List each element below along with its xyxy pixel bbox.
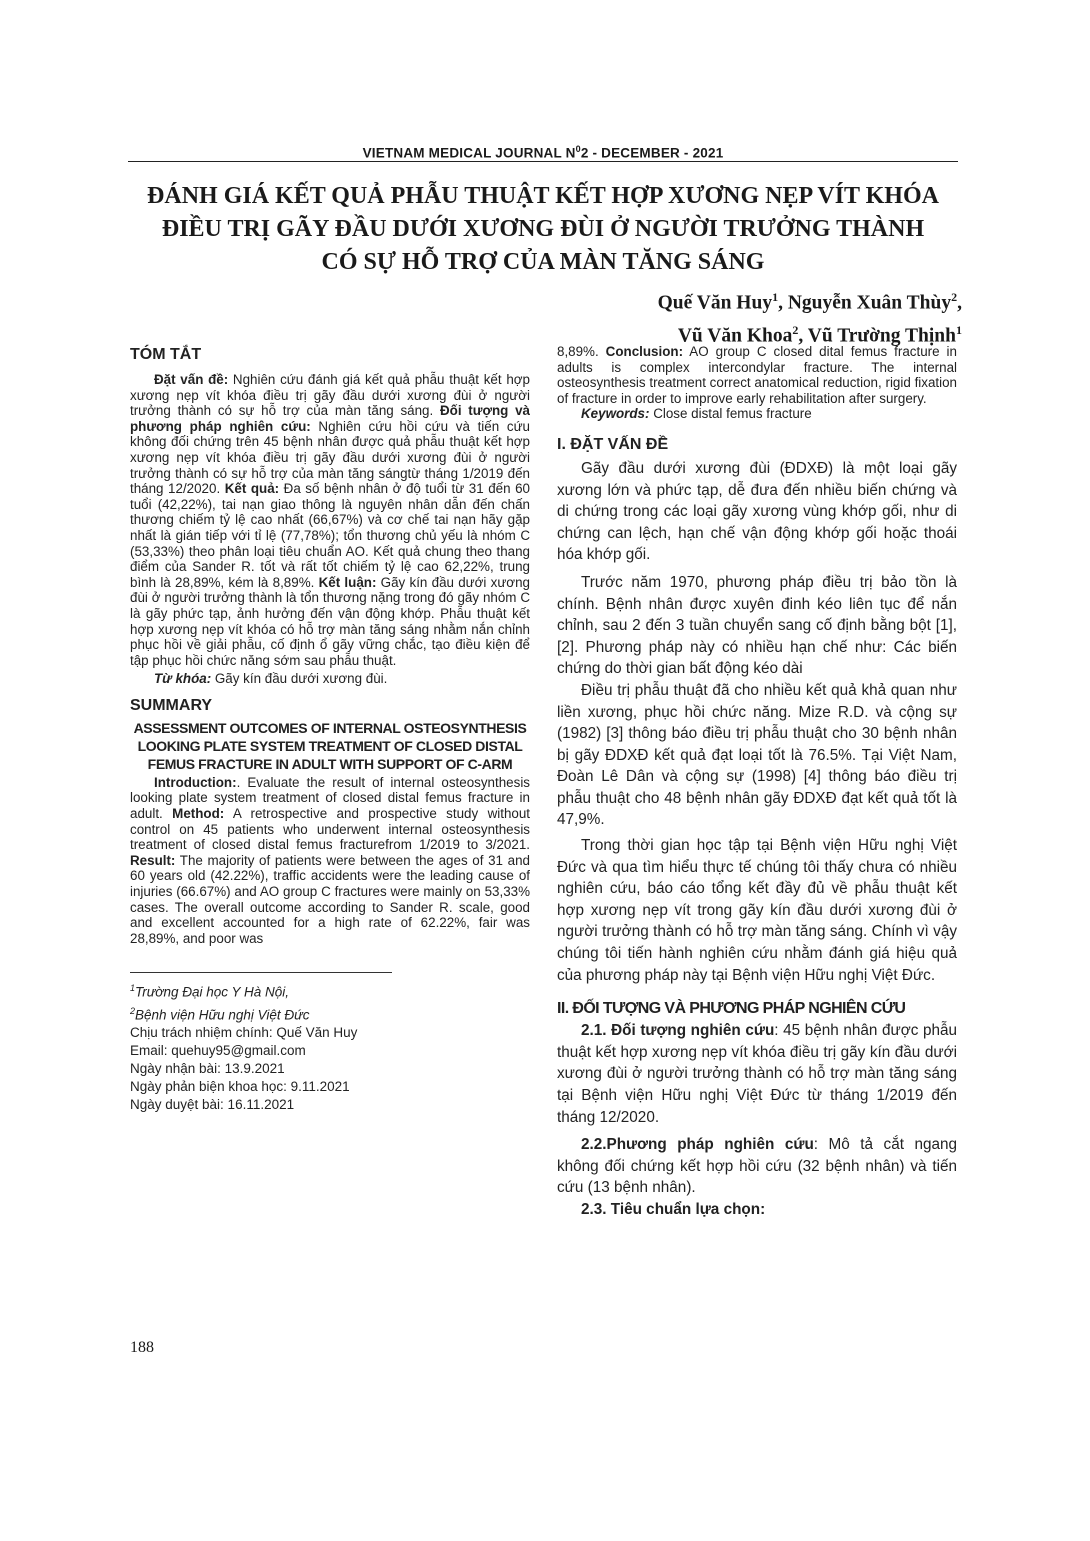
footnote-corresponding-author: Chịu trách nhiệm chính: Quế Văn Huy xyxy=(130,1025,358,1041)
abstract-vi-body: Đặt vấn đề: Nghiên cứu đánh giá kết quả phẫu thuật kết hợp xương nẹp vít khóa điều trị gãy đầu dưới xương đùi ở người trưởng thành có sự hỗ trợ của màn tăng sáng. Đối tượng và phương pháp nghiên cứu: Nghiên cứu hồi cứu và tiến cứu không đối chứng trên 45 bệnh nhân được quả phẫu thuật kết hợp xương nẹp vít khóa điều trị gãy đầu dưới xương đùi ở người trưởng thành có sự hỗ trợ của màn tăng sángtừ tháng 1/2019 đến tháng 12/2020. Kết quả: Đa số bệnh nhân ở độ tuổi từ 31 đến 60 tuổi (42,22%), tai nạn giao thông là nguyên nhân dẫn đến chấn thương chiếm tỷ lệ cao nhất (66,67%) và cơ chế tai nạn hãy gặp nhất là gián tiếp với tỉ lệ (77,78%); tổn thương chủ yếu là nhóm C (53,33%) theo phân loại tiêu chuẩn AO. Kết quả chung theo thang điểm của Sander R. tốt và rất tốt chiếm tỷ lệ cao 62,22%, trung bình là 28,89%, kém là 8,89%. Kết luận: Gãy kín đầu dưới xương đùi ở người trưởng thành là tổn thương nặng trong đó gãy nhóm C là gãy phức tạp, ảnh hưởng đến vận động khớp. Phẫu thuật kết hợp xương nẹp vít khóa có hỗ trợ màn tăng sáng nhằm nắn chỉnh phục hồi về giải phẫu, cố định ổ gãy vững chắc, tạo điều kiện để tập phục hồi chức năng sớm sau phẫu thuật. xyxy=(130,372,530,668)
section-2-1-paragraph: 2.1. Đối tượng nghiên cứu: 45 bệnh nhân được phẫu thuật kết hợp xương nẹp vít khóa điều trị gãy kín đầu dưới xương đùi ở người trưởng thành có hỗ trợ màn tăng sáng tại Bệnh viện Hữu nghị Việt Đức từ tháng 1/2019 đến tháng 12/2020. xyxy=(557,1022,958,1126)
summary-english-title: ASSESSMENT OUTCOMES OF INTERNAL OSTEOSYNTHESIS LOOKING PLATE SYSTEM TREATMENT OF CLOSED DISTAL FEMUS FRACTURE IN ADULT WITH SUPPORT OF C-ARM xyxy=(133,719,527,772)
footnote-received-date: Ngày nhận bài: 13.9.2021 xyxy=(130,1061,285,1077)
section-1-heading: I. ĐẶT VẤN ĐỀ xyxy=(557,435,669,453)
summary-body: Introduction:. Evaluate the result of internal osteosynthesis looking plate system treatment of closed distal femus fracture in adult. Method: A retrospective and prospective study without control on 45 patients who underwent internal osteosynthesis treatment of closed distal femus fracturefrom 1/2019 to 3/2021. Result: The majority of patients were between the ages of 31 and 60 years old (42.22%), traffic accidents were the leading cause of injuries (66.67%) and AO group C fractures were mainly on 53,33% cases. The overall outcome according to Sander R. scale, good and excellent accounted for a high rate of 62.22%, fair was 28,89%, and poor was xyxy=(130,774,531,946)
title-line-3: CÓ SỰ HỖ TRỢ CỦA MÀN TĂNG SÁNG xyxy=(321,249,765,275)
footnote-review-date: Ngày phản biện khoa học: 9.11.2021 xyxy=(130,1079,350,1095)
abstract-vi-keywords: Từ khóa: Gãy kín đầu dưới xương đùi. xyxy=(154,671,388,687)
section-1-paragraph-2: Trước năm 1970, phương pháp điều trị bảo tồn là chính. Bệnh nhân được xuyên đinh kéo liên tục để nắn chỉnh, sau 2 đến 3 tuần chuyển sang cố định bằng bột [1], [2]. Phương pháp này có nhiều hạn chế như: Các biến chứng do thời gian bất động kéo dài xyxy=(557,573,957,678)
journal-running-head: VIETNAM MEDICAL JOURNAL $N^02$ - DECEMBER - 2021 xyxy=(362,144,724,161)
section-2-2-paragraph: 2.2.Phương pháp nghiên cứu: Mô tả cắt ngang không đối chứng kết hợp hồi cứu (32 bệnh nhân) và tiến cứu (13 bệnh nhân). xyxy=(557,1136,957,1197)
footnote-email: Email: quehuy95@gmail.com xyxy=(130,1043,306,1059)
footnote-affiliation-2: $^2$Bệnh viện Hữu nghị Việt Đức xyxy=(130,1005,310,1023)
footnote-rule xyxy=(130,972,392,973)
summary-body-continued: 8,89%. Conclusion: AO group C closed dital femus fracture in adults is complex intercondylar fracture. The internal osteosynthesis treatment correct anatomical reduction, rigid fixation of fracture in order to improve early rehabilitation after surgery. xyxy=(557,344,957,406)
title-line-2: ĐIỀU TRỊ GÃY ĐẦU DƯỚI XƯƠNG ĐÙI Ở NGƯỜI TRƯỞNG THÀNH xyxy=(161,216,925,242)
right-column xyxy=(557,344,957,1221)
section-1-paragraph-4: Trong thời gian học tập tại Bệnh viện Hữu nghị Việt Đức và qua tìm hiểu thực tế chúng tôi thấy chưa có nhiều nghiên cứu, báo cáo tổng kết đầy đủ về phẫu thuật kết hợp xương nẹp vít trong gãy kín đầu dưới xương đùi ở người trưởng thành có hỗ trợ màn tăng sáng. Chính vì vậy chúng tôi tiến hành nghiên cứu nhằm đánh giá hiệu quả của phương pháp này tại Bệnh viện Hữu nghị Việt Đức. xyxy=(557,837,957,984)
summary-keywords: Keywords: Close distal femus fracture xyxy=(581,406,812,422)
summary-heading: SUMMARY xyxy=(130,696,213,714)
author-list: Quế Văn Huy$^1$, Nguyễn Xuân Thùy$^2$, Vũ Văn Khoa$^2$, Vũ Trường Thịnh$^1$ xyxy=(657,290,962,346)
left-column xyxy=(130,340,530,1114)
page-number: 188 xyxy=(130,1339,154,1356)
article-title xyxy=(128,180,958,279)
section-1-paragraph-1: Gãy đầu dưới xương đùi (ĐDXĐ) là một loại gãy xương lớn và phức tạp, dễ đưa đến nhiều biến chứng và di chứng trong các loại gãy xương vùng khớp gối, như di chứng can lệch, hạn chế vận động khớp gối hoặc thoái hóa khớp gối. xyxy=(557,459,957,564)
title-line-1: ĐÁNH GIÁ KẾT QUẢ PHẪU THUẬT KẾT HỢP XƯƠNG NẸP VÍT KHÓA xyxy=(147,183,939,209)
header-rule xyxy=(128,161,958,162)
footnote-affiliation-1: $^1$Trường Đại học Y Hà Nội, xyxy=(130,983,290,1000)
section-2-heading: II. ĐỐI TƯỢNG VÀ PHƯƠNG PHÁP NGHIÊN CỨU xyxy=(557,1000,906,1018)
abstract-vi-heading: TÓM TẮT xyxy=(130,346,202,363)
section-2-3-heading: 2.3. Tiêu chuẩn lựa chọn: xyxy=(581,1200,766,1218)
footnote-accepted-date: Ngày duyệt bài: 16.11.2021 xyxy=(130,1097,295,1113)
section-1-paragraph-3: Điều trị phẫu thuật đã cho nhiều kết quả khả quan như liền xương, phục hồi chức năng. Mize R.D. và cộng sự (1982) [3] thông báo điều trị phẫu thuật cho 30 bệnh nhân bị gãy ĐDXĐ kết quả đạt loại tốt là 76.5%. Tại Việt Nam, Đoàn Lê Dân và cộng sự (1998) [4] thông báo điều trị phẫu thuật cho 48 bệnh nhân gãy ĐDXĐ đạt kết quả tốt là 47,9%. xyxy=(557,681,957,829)
